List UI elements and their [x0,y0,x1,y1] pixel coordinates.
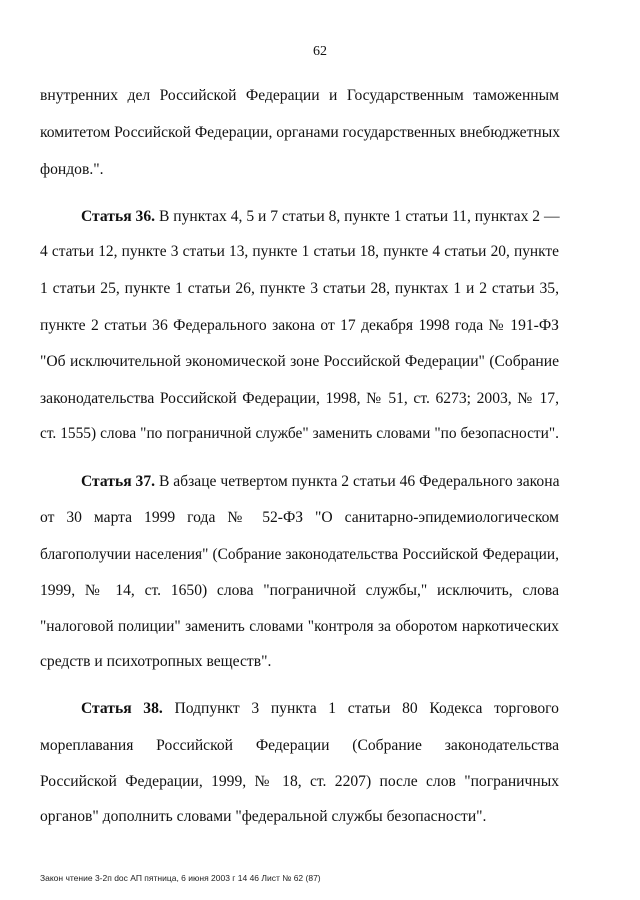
document-footer: Закон чтение 3-2п doc АП пятница, 6 июня 2003 г 14 46 Лист № 62 (87) [40,873,321,883]
article-36-heading: Статья 36. [81,208,156,225]
article-38-heading: Статья 38. [81,700,163,717]
article-38-line: органов" дополнить словами "федеральной службы безопасности". [40,808,487,825]
page-number: 62 [313,44,327,59]
article-37-line: благополучии населения" (Собрание законодательства Российской Федерации, [40,546,559,563]
article-38-line: мореплавания Российской Федерации (Собрание законодательства [40,737,559,754]
article-36-line: "Об исключительной экономической зоне Российской Федерации" (Собрание [40,353,559,370]
article-36-line: пункте 2 статьи 36 Федерального закона от 17 декабря 1998 года № 191-ФЗ [40,317,559,334]
paragraph-line: комитетом Российской Федерации, органами государственных внебюджетных [40,124,561,141]
article-36-line: законодательства Российской Федерации, 1998, № 51, ст. 6273; 2003, № 17, [40,390,559,407]
article-36-text: В пунктах 4, 5 и 7 статьи 8, пункте 1 статьи 11, пунктах 2 — [158,208,560,225]
article-38-first-line [81,699,559,719]
paragraph-line: фондов.". [40,161,104,178]
article-38-text: Подпункт 3 пункта 1 статьи 80 Кодекса торгового [174,700,559,717]
article-37-line: от 30 марта 1999 года № 52-ФЗ "О санитарно-эпидемиологическом [40,509,559,526]
article-37-text: В абзаце четвертом пункта 2 статьи 46 Федерального закона [158,473,560,490]
article-37-line: "налоговой полиции" заменить словами "контроля за оборотом наркотических [40,618,559,635]
article-36-first-line [81,207,559,227]
article-36-line: 4 статьи 12, пункте 3 статьи 13, пункте 1 статьи 18, пункте 4 статьи 20, пункте [40,243,559,260]
article-37-line: 1999, № 14, ст. 1650) слова "пограничной службы," исключить, слова [40,582,559,599]
article-37-heading: Статья 37. [81,473,156,490]
article-36-line: 1 статьи 25, пункте 1 статьи 26, пункте 3 статьи 28, пунктах 1 и 2 статьи 35, [40,280,559,297]
article-37-first-line [81,472,559,492]
article-36-line: ст. 1555) слова "по пограничной службе" заменить словами "по безопасности". [40,425,559,442]
paragraph-line: внутренних дел Российской Федерации и Государственным таможенным [40,87,559,104]
article-38-line: Российской Федерации, 1999, № 18, ст. 2207) после слов "пограничных [40,773,559,790]
article-37-line: средств и психотропных веществ". [40,653,272,670]
